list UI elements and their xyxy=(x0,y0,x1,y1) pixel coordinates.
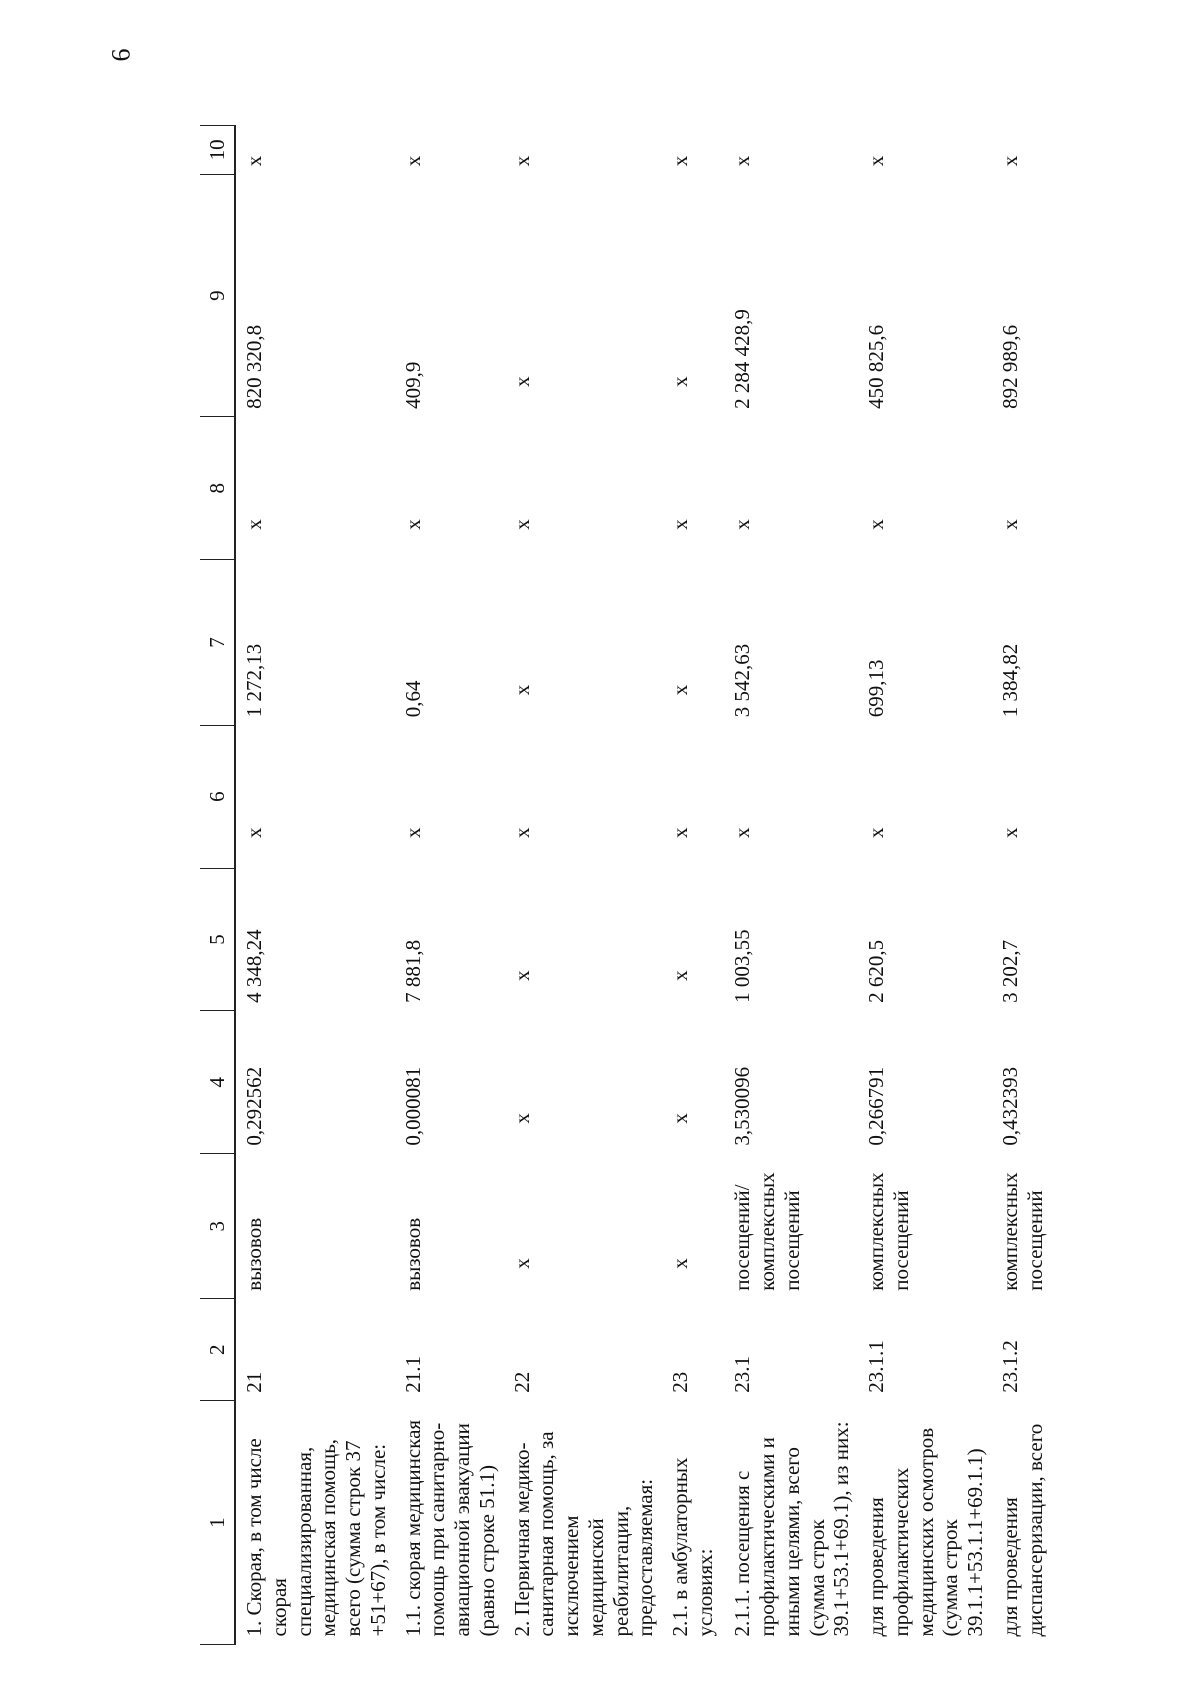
value-cell: х xyxy=(668,684,693,696)
value-cell: х xyxy=(668,376,693,387)
value-cell: 3 542,63 xyxy=(730,643,755,718)
value-cell: х xyxy=(998,155,1023,167)
table-row xyxy=(724,126,858,1645)
value-cell: 2 620,5 xyxy=(864,939,889,1003)
table-row xyxy=(504,126,663,1645)
value-cell: х xyxy=(668,1113,693,1124)
unit-cell: х xyxy=(509,1258,534,1269)
value-cell: х xyxy=(864,519,889,530)
col-header-7: 7 xyxy=(200,560,235,726)
value-cell: х xyxy=(668,970,693,981)
value-cell: х xyxy=(509,155,534,167)
value-cell: 1 272,13 xyxy=(242,643,266,718)
value-cell: х xyxy=(509,376,534,387)
value-cell: х xyxy=(509,1113,534,1124)
value-cell: 7 881,8 xyxy=(400,939,425,1003)
value-cell: х xyxy=(668,155,693,167)
value-cell: 3,530096 xyxy=(730,1066,755,1146)
col-header-4: 4 xyxy=(200,1011,235,1154)
table-row xyxy=(395,126,504,1645)
col-header-2: 2 xyxy=(200,1299,235,1401)
row-label: 1. Скорая, в том числе скорая специализированная, медицинская помощь, всего (сумма строк 37 +51+67), в том числе: xyxy=(242,1438,390,1637)
value-cell: 2 284 428,9 xyxy=(730,309,755,409)
table-row xyxy=(235,126,395,1645)
value-cell: 1 384,82 xyxy=(998,643,1023,718)
col-header-9: 9 xyxy=(200,174,235,417)
value-cell: х xyxy=(668,827,693,839)
row-code: 23 xyxy=(668,1371,693,1393)
row-code: 21.1 xyxy=(400,1356,425,1393)
row-label: 2.1. в амбулаторных условиях: xyxy=(668,1457,718,1637)
value-cell: 699,13 xyxy=(864,659,889,718)
value-cell: х xyxy=(509,827,534,839)
table-row xyxy=(992,126,1072,1645)
value-cell: 0,292562 xyxy=(242,1066,266,1146)
value-cell: х xyxy=(668,519,693,530)
unit-cell: комплексных посещений xyxy=(998,1172,1047,1291)
value-cell: х xyxy=(400,155,425,167)
data-table xyxy=(200,125,1072,1645)
row-label: 1.1. скорая медицинская помощь при санитарно-авиационной эвакуации (равно строке 51.1) xyxy=(400,1419,499,1637)
unit-cell: комплексных посещений xyxy=(864,1172,913,1291)
row-code: 23.1.2 xyxy=(998,1340,1023,1393)
value-cell: х xyxy=(730,155,755,167)
value-cell: 1 003,55 xyxy=(730,929,755,1003)
value-cell: х xyxy=(509,970,534,981)
value-cell: х xyxy=(509,519,534,530)
col-header-8: 8 xyxy=(200,417,235,560)
row-label: 2.1.1. посещения с профилактическими и иными целями, всего (сумма строк 39.1+53.1+69.1), из них: xyxy=(730,1421,854,1637)
unit-cell: посещений/ комплексных посещений xyxy=(730,1172,804,1291)
value-cell: 450 825,6 xyxy=(864,324,889,409)
value-cell: 0,432393 xyxy=(998,1066,1023,1146)
row-label: для проведения диспансеризации, всего xyxy=(998,1423,1047,1637)
col-header-10: 10 xyxy=(200,126,235,175)
col-header-6: 6 xyxy=(200,725,235,868)
value-cell: 409,9 xyxy=(400,361,425,409)
unit-cell: вызовов xyxy=(400,1217,425,1291)
page-number: 6 xyxy=(106,48,136,62)
value-cell: х xyxy=(730,519,755,530)
unit-cell: вызовов xyxy=(242,1217,266,1291)
value-cell: 4 348,24 xyxy=(242,929,266,1003)
col-header-5: 5 xyxy=(200,868,235,1011)
value-cell: 0,000081 xyxy=(400,1066,425,1146)
value-cell: 3 202,7 xyxy=(998,939,1023,1003)
value-cell: х xyxy=(998,827,1023,839)
unit-cell: х xyxy=(668,1258,693,1269)
table-row xyxy=(858,126,992,1645)
header-row xyxy=(200,126,235,1645)
col-header-1: 1 xyxy=(200,1401,235,1645)
value-cell: х xyxy=(509,684,534,696)
value-cell: х xyxy=(730,827,755,839)
row-label: 2. Первичная медико-санитарная помощь, за исключением медицинской реабилитации, предоставляемая: xyxy=(509,1431,658,1637)
value-cell: х xyxy=(400,519,425,530)
value-cell: х xyxy=(864,827,889,839)
row-code: 22 xyxy=(509,1371,534,1393)
value-cell: 820 320,8 xyxy=(242,324,266,409)
row-code: 23.1 xyxy=(730,1356,755,1393)
value-cell: х xyxy=(864,155,889,167)
rotated-table-container xyxy=(200,125,1050,1645)
col-header-3: 3 xyxy=(200,1154,235,1299)
value-cell: 0,266791 xyxy=(864,1066,889,1146)
row-code: 21 xyxy=(242,1371,266,1393)
value-cell: 892 989,6 xyxy=(998,324,1023,409)
value-cell: 0,64 xyxy=(400,680,425,718)
value-cell: х xyxy=(242,827,266,839)
value-cell: х xyxy=(998,519,1023,530)
table-row xyxy=(662,126,724,1645)
value-cell: х xyxy=(242,519,266,530)
value-cell: х xyxy=(400,827,425,839)
value-cell: х xyxy=(242,155,266,167)
row-code: 23.1.1 xyxy=(864,1340,889,1393)
row-label: для проведения профилактических медицинских осмотров (сумма строк 39.1.1+53.1.1+69.1.1) xyxy=(864,1427,988,1637)
